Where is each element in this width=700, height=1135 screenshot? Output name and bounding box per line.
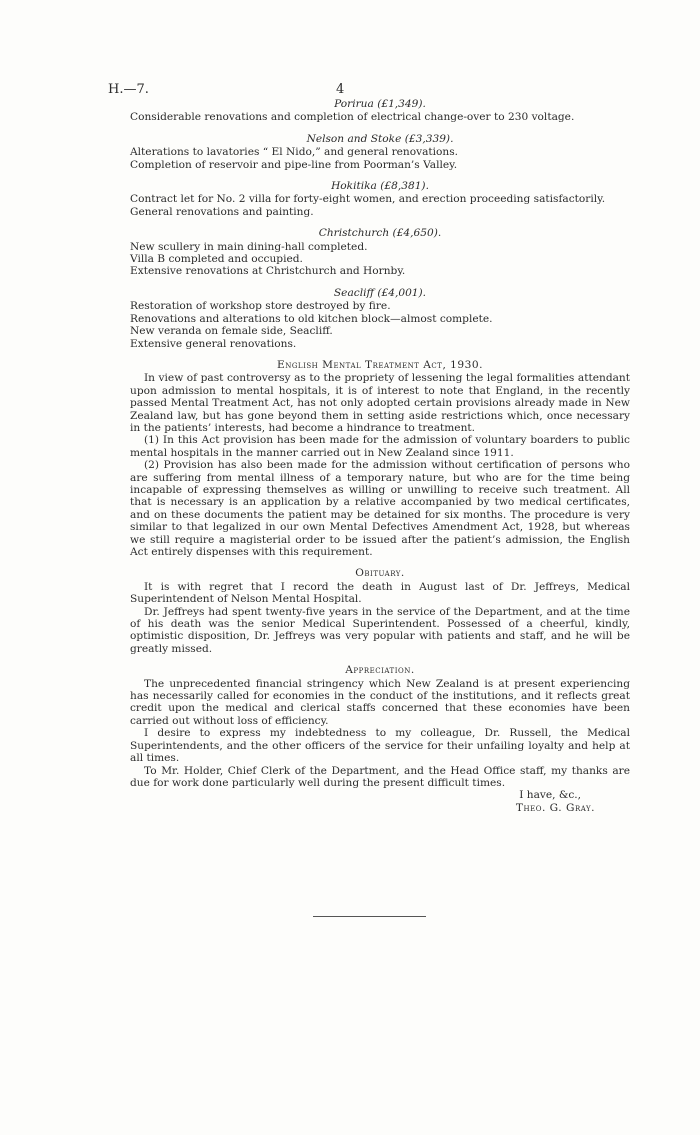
paragraph: To Mr. Holder, Chief Clerk of the Department, and the Head Office staff, my thanks are due for work done particularly well during the present difficult times. <box>130 764 630 789</box>
institution-item: Contract let for No. 2 villa for forty-eight women, and erection proceeding satisfactorily. <box>130 193 606 206</box>
institution-item: Considerable renovations and completion of electrical change-over to 230 voltage. <box>130 111 575 124</box>
paragraph: I desire to express my indebtedness to my colleague, Dr. Russell, the Medical Superintendents, and the other officers of the service for their unfailing loyalty and help at all times. <box>130 727 630 765</box>
institution-item: Completion of reservoir and pipe-line from Poorman’s Valley. <box>130 158 458 171</box>
section-english-act <box>130 359 630 559</box>
paragraph: The unprecedented financial stringency which New Zealand is at present experiencing has necessarily called for economies in the conduct of the institutions, and it reflects great credit upon the medical and clerical staffs concerned that these economies have been carried out without loss of efficiency. <box>130 677 630 727</box>
signature-name: Theo. G. Gray. <box>515 801 595 814</box>
institution-heading: Porirua (£1,349). <box>334 98 426 110</box>
institution-seacliff <box>130 287 630 350</box>
institution-item: New scullery in main dining-hall completed. <box>130 240 368 253</box>
institution-item: Restoration of workshop store destroyed by fire. <box>130 300 391 313</box>
institution-item: Extensive renovations at Christchurch and Hornby. <box>130 265 406 278</box>
institution-item: Alterations to lavatories “ El Nido,” and general renovations. <box>130 146 459 159</box>
institution-heading: Seacliff (£4,001). <box>333 286 427 299</box>
section-heading: Obituary. <box>355 567 405 580</box>
paragraph: (1) In this Act provision has been made for the admission of voluntary boarders to public mental hospitals in the manner carried out in New Zealand since 1911. <box>130 434 630 459</box>
paragraph: Dr. Jeffreys had spent twenty-five years in the service of the Department, and at the time of his death was the senior Medical Superintendent. Possessed of a cheerful, kindly, optimistic disposition, Dr. Jeffreys was very popular with patients and staff, and he will be greatly missed. <box>130 605 630 655</box>
paragraph: It is with regret that I record the death in August last of Dr. Jeffreys, Medical Superintendent of Nelson Mental Hospital. <box>130 580 630 606</box>
document-body <box>130 98 630 823</box>
institution-heading: Christchurch (£4,650). <box>318 227 442 240</box>
section-appreciation <box>130 664 630 814</box>
document-reference: H.—7. <box>108 82 149 97</box>
end-rule <box>313 916 426 917</box>
institution-item: Extensive general renovations. <box>130 337 297 350</box>
section-heading: Appreciation. <box>345 664 415 677</box>
signature-closing: I have, &c., <box>519 789 581 802</box>
institution-heading: Hokitika (£8,381). <box>331 180 429 193</box>
institution-item: Renovations and alterations to old kitchen block—almost complete. <box>130 312 493 325</box>
institution-heading: Nelson and Stoke (£3,339). <box>306 132 454 145</box>
page-number: 4 <box>336 82 345 97</box>
institution-nelson <box>130 133 630 171</box>
institution-hokitika <box>130 180 630 218</box>
section-heading: English Mental Treatment Act, 1930. <box>276 358 484 371</box>
institution-christchurch <box>130 227 630 278</box>
section-obituary <box>130 567 630 655</box>
institution-porirua <box>130 98 630 124</box>
paragraph: In view of past controversy as to the propriety of lessening the legal formalities attendant upon admission to mental hospitals, it is of interest to note that England, in the recently passed Mental Treatment Act, has not only adopted certain provisions already made in New Zealand law, but has gone beyond them in setting aside restrictions which, once necessary in the patients’ interests, had become a hindrance to treatment. <box>130 372 630 434</box>
institution-item: New veranda on female side, Seacliff. <box>130 325 333 338</box>
institution-item: General renovations and painting. <box>130 205 314 218</box>
institution-item: Villa B completed and occupied. <box>130 253 303 266</box>
paragraph: (2) Provision has also been made for the admission without certification of persons who are suffering from mental illness of a temporary nature, but who are for the time being incapable of expressing themselves as willing or unwilling to receive such treatment. All that is necessary is an application by a relative accompanied by two medical certificates, and on these documents the patient may be detained for six months. The procedure is very similar to that legalized in our own Mental Defectives Amendment Act, 1928, but whereas we still require a magisterial order to be issued after the patient’s admission, the English Act entirely dispenses with this requirement. <box>130 459 630 558</box>
